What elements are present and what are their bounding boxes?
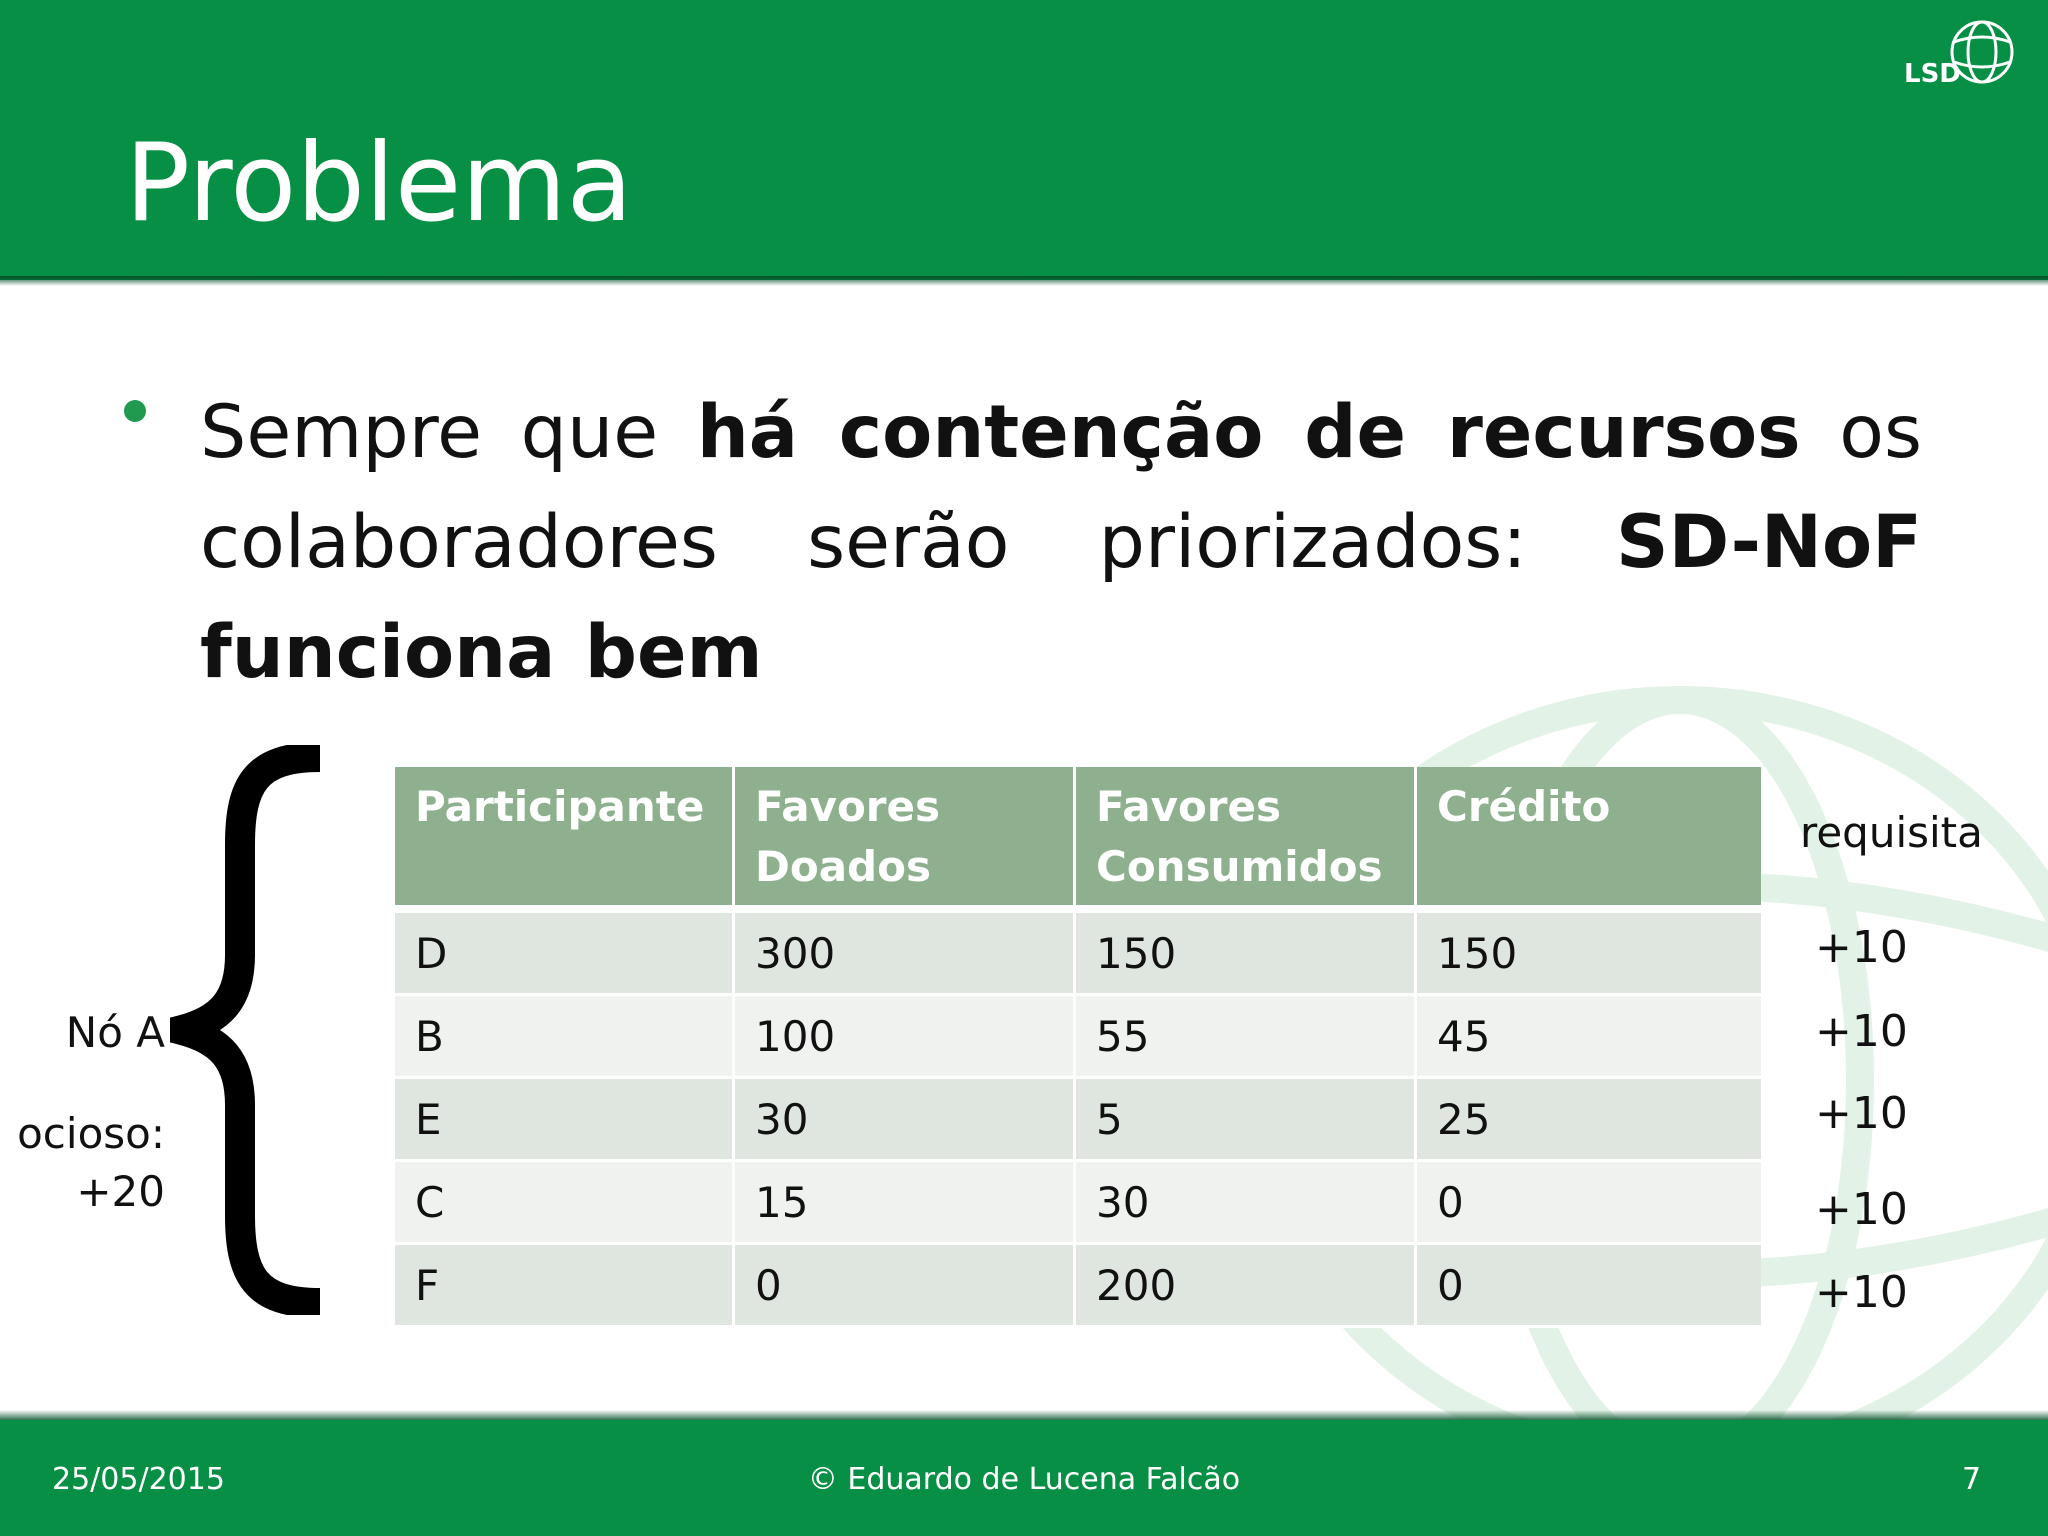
requests-header: requisita	[1800, 808, 1983, 857]
table-cell: B	[395, 996, 735, 1079]
table-cell: 0	[1417, 1245, 1761, 1328]
table-row	[395, 913, 1761, 996]
credit-table	[395, 767, 1761, 1328]
table-cell: 0	[735, 1245, 1076, 1328]
request-value: +10	[1815, 1088, 1908, 1139]
table-cell: 150	[1076, 913, 1417, 996]
bullet-dot	[124, 400, 146, 422]
logo-text: LSD	[1904, 59, 1961, 89]
table-cell: 45	[1417, 996, 1761, 1079]
request-value: +10	[1815, 1006, 1908, 1057]
table-cell: F	[395, 1245, 735, 1328]
request-value: +10	[1815, 1184, 1908, 1235]
column-header-consumed: Favores Consumidos	[1076, 767, 1417, 913]
bullet-text-part1: Sempre que	[200, 390, 659, 475]
table-cell: 15	[735, 1162, 1076, 1245]
column-header-participant: Participante	[395, 767, 735, 913]
node-label: Nó A	[65, 1008, 165, 1057]
table-cell: 300	[735, 913, 1076, 996]
table-cell: 30	[1076, 1162, 1417, 1245]
idle-label-line1: ocioso:	[17, 1109, 165, 1158]
bullet-text	[200, 378, 1922, 708]
lsd-logo	[1900, 12, 2020, 92]
column-header-credit: Crédito	[1417, 767, 1761, 913]
table-header-row	[395, 767, 1761, 913]
header-shadow	[0, 276, 2048, 286]
table-cell: 0	[1417, 1162, 1761, 1245]
table-cell: 200	[1076, 1245, 1417, 1328]
idle-label-line2: +20	[76, 1167, 165, 1216]
table-cell: 55	[1076, 996, 1417, 1079]
footer-date: 25/05/2015	[52, 1462, 225, 1497]
table-cell: 30	[735, 1079, 1076, 1162]
bullet-text-bold1: há contenção de recursos	[696, 390, 1801, 475]
bullet-text-bold2: SD-NoF funciona bem	[200, 500, 1922, 695]
request-value: +10	[1815, 1267, 1908, 1318]
table-cell: E	[395, 1079, 735, 1162]
table-cell: 150	[1417, 913, 1761, 996]
table-cell: C	[395, 1162, 735, 1245]
curly-brace-icon	[170, 745, 340, 1315]
table-cell: D	[395, 913, 735, 996]
table-row	[395, 1245, 1761, 1328]
slide-title: Problema	[125, 121, 633, 246]
footer-page-number: 7	[1962, 1462, 1982, 1497]
table-row	[395, 1162, 1761, 1245]
request-value: +10	[1815, 922, 1908, 973]
footer-author: © Eduardo de Lucena Falcão	[807, 1462, 1241, 1497]
table-row	[395, 996, 1761, 1079]
table-cell: 100	[735, 996, 1076, 1079]
table-row	[395, 1079, 1761, 1162]
column-header-donated: Favores Doados	[735, 767, 1076, 913]
bullet-text-part2: os colaboradores serão priorizados:	[200, 390, 1922, 585]
idle-label	[0, 1105, 165, 1221]
table-cell: 5	[1076, 1079, 1417, 1162]
table-cell: 25	[1417, 1079, 1761, 1162]
